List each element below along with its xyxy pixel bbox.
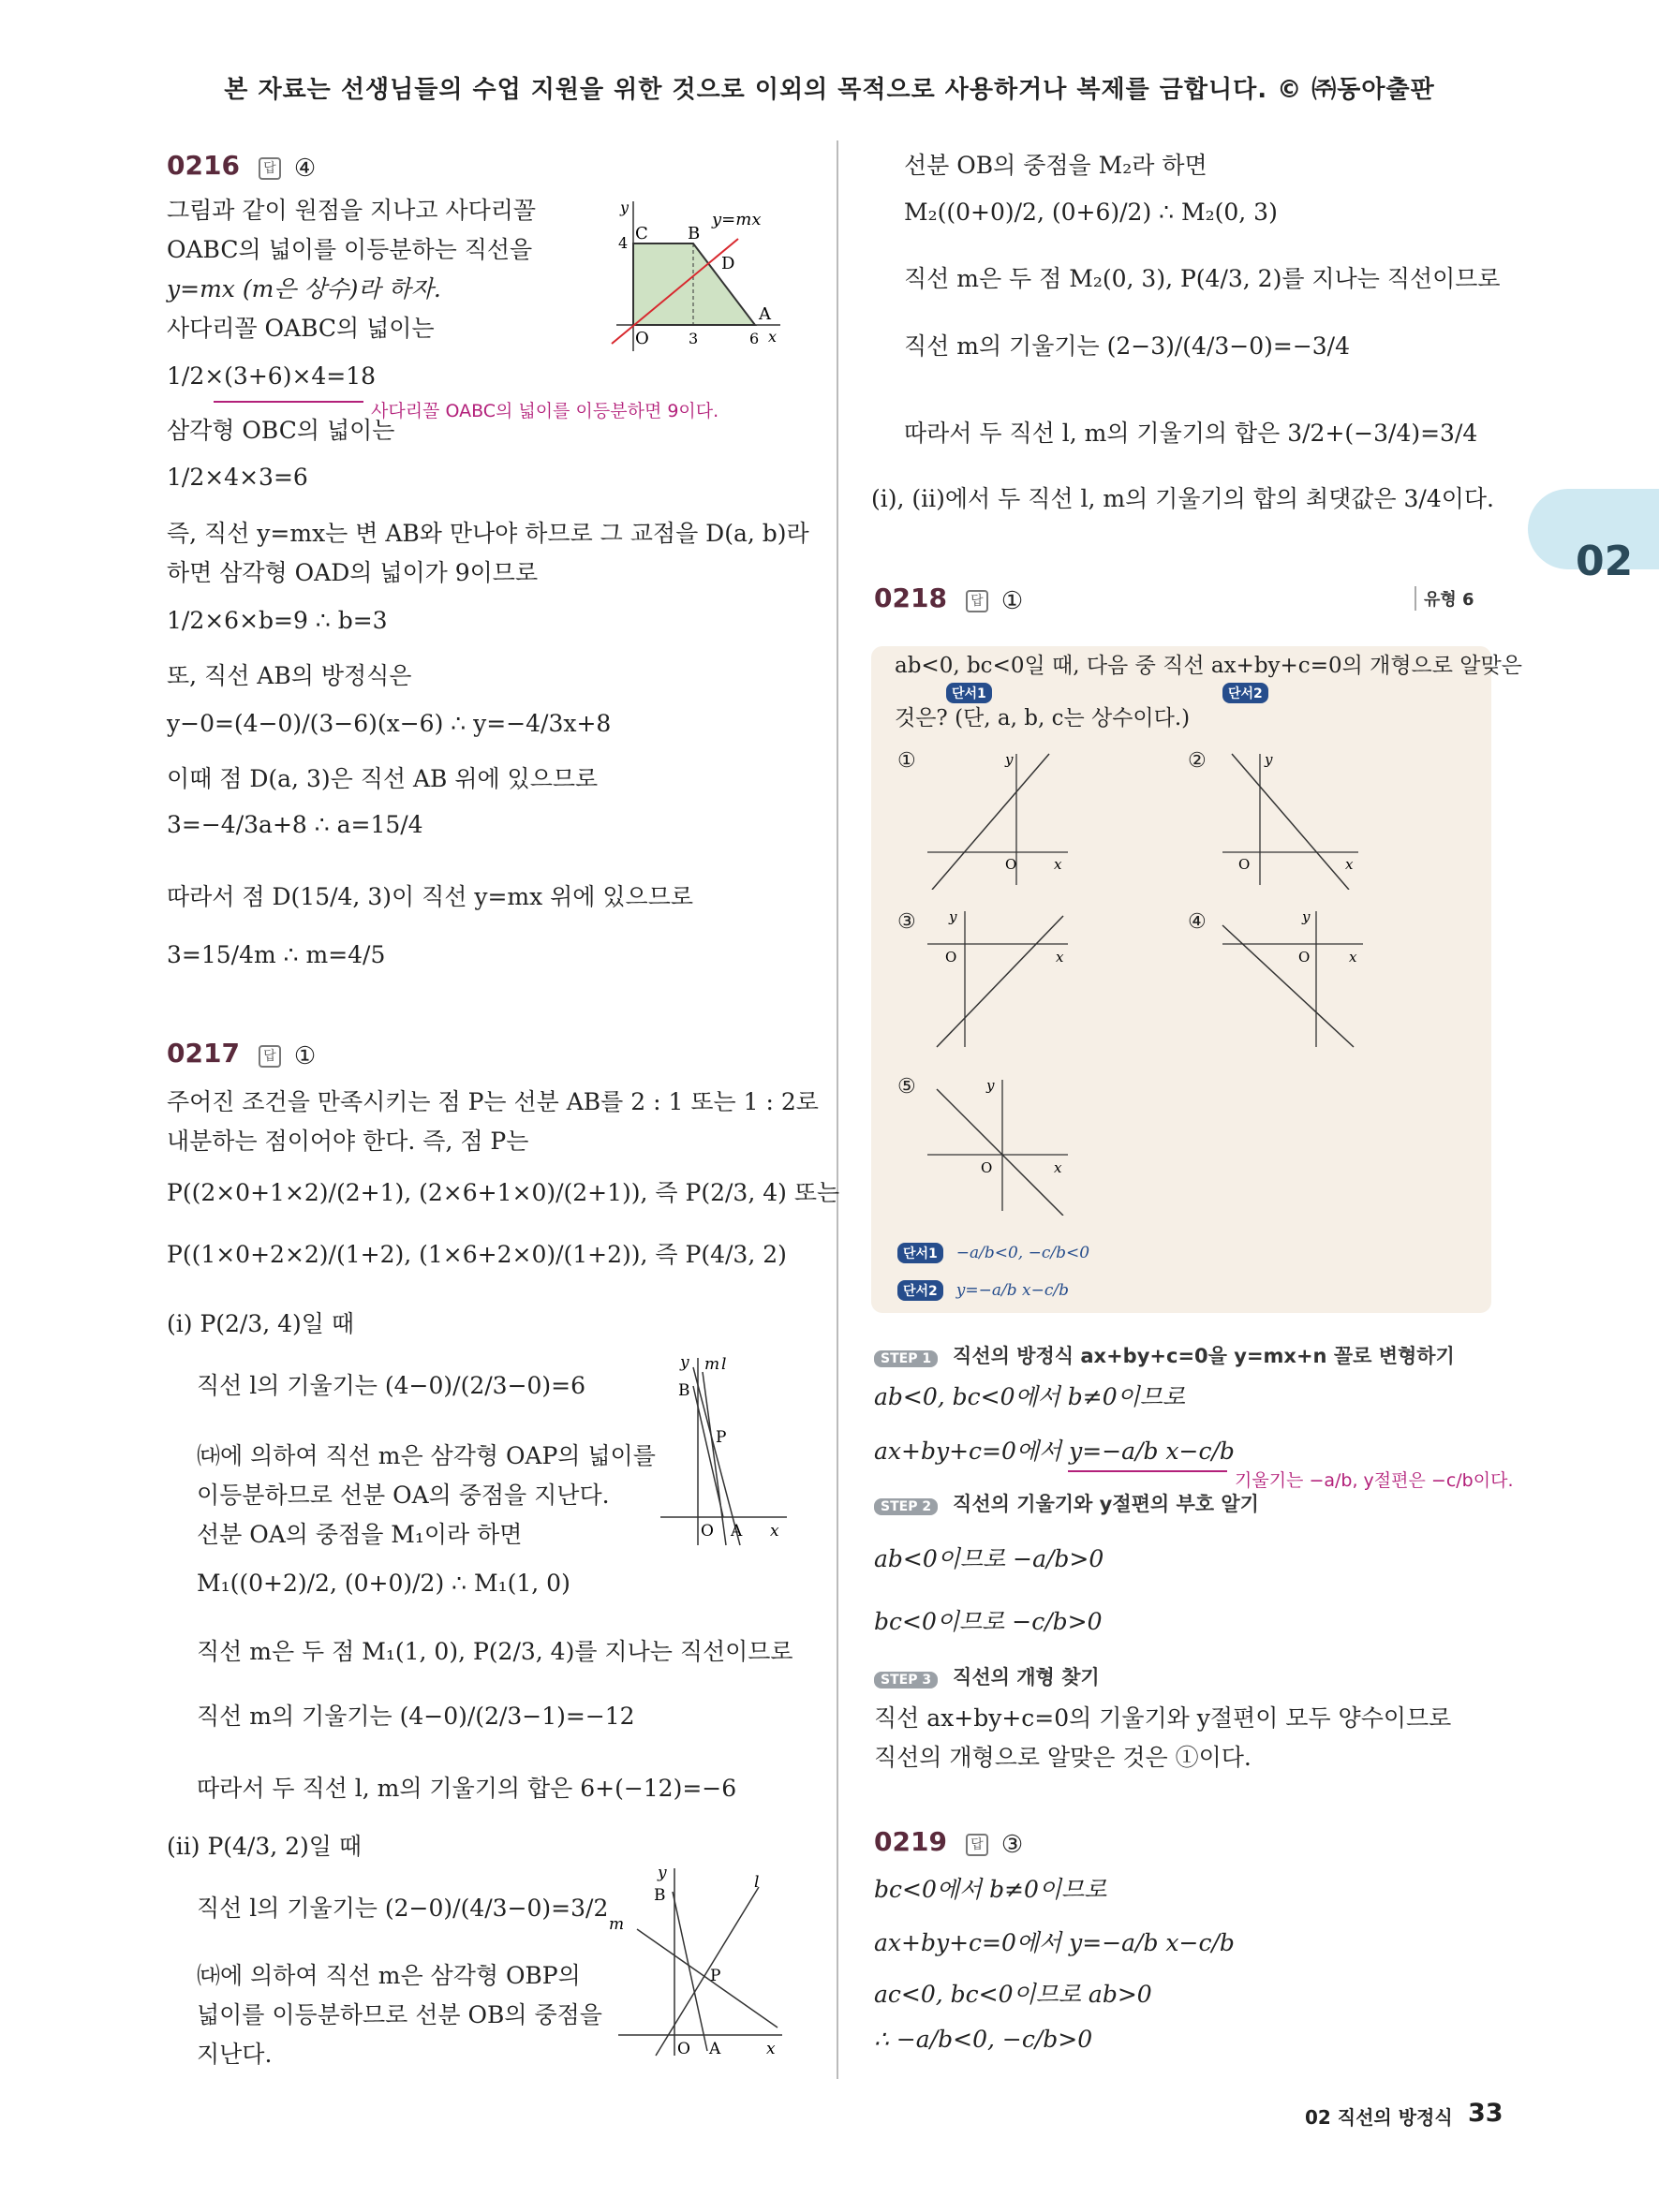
formula-line: P((1×0+2×2)/(1+2), (1×6+2×0)/(1+2)), 즉 P(4/3, 2) bbox=[167, 1241, 787, 1268]
formula-line: 직선 m의 기울기는 (2−3)/(4/3−0)=−3/4 bbox=[904, 332, 1351, 360]
text-line: 또, 직선 AB의 방정식은 bbox=[167, 662, 412, 689]
hint-1-text: −a/b<0, −c/b<0 bbox=[955, 1244, 1090, 1262]
answer-value: ③ bbox=[1000, 1830, 1024, 1859]
option-5-graph bbox=[923, 1075, 1077, 1216]
trapezoid-oabc bbox=[633, 243, 755, 325]
x-axis-label: x bbox=[1056, 949, 1064, 966]
text-line: 하면 삼각형 OAD의 넓이가 9이므로 bbox=[167, 559, 539, 586]
point-b: B bbox=[654, 1886, 666, 1905]
solution-line: 직선 ax+by+c=0의 기울기와 y절편이 모두 양수이므로 bbox=[874, 1704, 1452, 1732]
point-p: P bbox=[710, 1967, 721, 1985]
question-line: 것은? (단, a, b, c는 상수이다.) bbox=[895, 706, 1191, 730]
problem-0218-header bbox=[874, 582, 1023, 615]
text-line: ㈐에 의하여 직선 m은 삼각형 OBP의 bbox=[197, 1962, 581, 1989]
annotation: 기울기는 −a/b, y절편은 −c/b이다. bbox=[1235, 1470, 1514, 1491]
tick-label: 3 bbox=[689, 330, 699, 347]
option-number: ⑤ bbox=[897, 1075, 916, 1099]
solution-line: ∴ −a/b<0, −c/b>0 bbox=[874, 2026, 1093, 2053]
text-line: 사다리꼴 OABC의 넓이는 bbox=[167, 315, 435, 342]
text-line: 삼각형 OBC의 넓이는 bbox=[167, 417, 395, 444]
answer-icon: 답 bbox=[259, 1045, 281, 1068]
x-axis-label: x bbox=[770, 1522, 779, 1541]
y-axis-label: y bbox=[1005, 751, 1014, 768]
option-number: ③ bbox=[897, 910, 916, 934]
text-line: 주어진 조건을 만족시키는 점 P는 선분 AB를 2 : 1 또는 1 : 2로 bbox=[167, 1088, 819, 1115]
solution-line: ax+by+c=0에서 y=−a/b x−c/b bbox=[874, 1438, 1235, 1465]
text-line: 이등분하므로 선분 OA의 중점을 지난다. bbox=[197, 1482, 610, 1509]
option-number: ① bbox=[897, 749, 916, 773]
origin: O bbox=[677, 2040, 690, 2058]
solution-line: ac<0, bc<0이므로 ab>0 bbox=[874, 1981, 1152, 2008]
text-line: 선분 OB의 중점을 M₂라 하면 bbox=[904, 152, 1207, 179]
option-3-graph bbox=[923, 907, 1077, 1052]
answer-value: ① bbox=[293, 1041, 317, 1070]
copyright-notice: 본 자료는 선생님들의 수업 지원을 위한 것으로 이외의 목적으로 사용하거나 복제를 금합니다. © ㈜동아출판 bbox=[224, 76, 1435, 104]
solution-line: 직선의 개형으로 알맞은 것은 ①이다. bbox=[874, 1744, 1252, 1771]
annotation-pointer bbox=[214, 401, 363, 403]
formula-line: y−0=(4−0)/(3−6)(x−6) ∴ y=−4/3x+8 bbox=[167, 710, 612, 737]
line-m-label: m bbox=[704, 1355, 720, 1374]
origin: O bbox=[1238, 856, 1251, 873]
chapter-footer: 02 직선의 방정식 bbox=[1305, 2106, 1453, 2129]
formula-line: 3=−4/3a+8 ∴ a=15/4 bbox=[167, 811, 423, 838]
x-axis-label: x bbox=[1345, 856, 1354, 873]
step-title: 직선의 개형 찾기 bbox=[953, 1666, 1100, 1688]
origin: O bbox=[1298, 949, 1311, 966]
text-line: y=mx (m은 상수)라 하자. bbox=[167, 275, 441, 302]
solution-line: ab<0, bc<0에서 b≠0이므로 bbox=[874, 1383, 1186, 1410]
formula-line: 직선 l의 기울기는 (2−0)/(4/3−0)=3/2 bbox=[197, 1895, 609, 1922]
chapter-tab-label: 02 bbox=[1576, 538, 1634, 585]
y-axis-label: y bbox=[658, 1864, 667, 1882]
y-axis-label: y bbox=[986, 1077, 995, 1094]
origin: O bbox=[1005, 856, 1017, 873]
text-line: 지난다. bbox=[197, 2041, 273, 2068]
text-line: 이때 점 D(a, 3)은 직선 AB 위에 있으므로 bbox=[167, 765, 599, 792]
conclusion-line: (i), (ii)에서 두 직선 l, m의 기울기의 합의 최댓값은 3/4이다. bbox=[871, 485, 1494, 512]
formula-line: M₂((0+0)/2, (0+6)/2) ∴ M₂(0, 3) bbox=[904, 199, 1278, 226]
solution-line: bc<0이므로 −c/b>0 bbox=[874, 1608, 1103, 1635]
step-badge: STEP 1 bbox=[874, 1350, 938, 1367]
formula-line: 직선 m의 기울기는 (4−0)/(2/3−1)=−12 bbox=[197, 1703, 635, 1730]
line-m-label: m bbox=[609, 1915, 625, 1934]
point-b: B bbox=[678, 1381, 690, 1400]
line-l bbox=[703, 1372, 726, 1545]
column-divider bbox=[837, 140, 838, 2079]
text-line: 내분하는 점이어야 한다. 즉, 점 P는 bbox=[167, 1128, 529, 1155]
origin: O bbox=[945, 949, 957, 966]
line-m bbox=[637, 1929, 778, 2028]
problem-number: 0217 bbox=[167, 1038, 240, 1069]
step-title: 직선의 방정식 ax+by+c=0을 y=mx+n 꼴로 변형하기 bbox=[953, 1345, 1455, 1367]
text-line: ㈐에 의하여 직선 m은 삼각형 OAP의 넓이를 bbox=[197, 1442, 656, 1469]
answer-icon: 답 bbox=[259, 157, 281, 180]
text-line: OABC의 넓이를 이등분하는 직선을 bbox=[167, 236, 533, 263]
problem-number: 0216 bbox=[167, 150, 240, 181]
point-b: B bbox=[688, 224, 701, 243]
option-1-graph bbox=[923, 749, 1077, 890]
problem-number: 0218 bbox=[874, 582, 947, 613]
tick-label: 4 bbox=[618, 234, 629, 252]
step-badge: STEP 2 bbox=[874, 1498, 938, 1515]
x-axis-label: x bbox=[768, 328, 778, 346]
formula-line: 1/2×6×b=9 ∴ b=3 bbox=[167, 607, 388, 634]
formula-line: 1/2×(3+6)×4=18 bbox=[167, 362, 377, 390]
case-heading: (ii) P(4/3, 2)일 때 bbox=[167, 1833, 363, 1860]
problem-number: 0219 bbox=[874, 1826, 947, 1857]
clue1-badge: 단서1 bbox=[897, 1243, 943, 1263]
point-a: A bbox=[759, 304, 771, 324]
answer-icon: 답 bbox=[966, 1834, 988, 1856]
point-p: P bbox=[716, 1428, 727, 1447]
text-line: 직선 m은 두 점 M₁(1, 0), P(2/3, 4)를 지나는 직선이므로 bbox=[197, 1638, 793, 1665]
answer-value: ① bbox=[1000, 586, 1024, 615]
text-line: 넓이를 이등분하므로 선분 OB의 중점을 bbox=[197, 2001, 602, 2028]
x-axis-label: x bbox=[1054, 1159, 1062, 1176]
option-line bbox=[937, 916, 1063, 1047]
x-axis-label: x bbox=[1054, 856, 1062, 873]
formula-line: 직선 l의 기울기는 (4−0)/(2/3−0)=6 bbox=[197, 1372, 586, 1399]
type-label: 유형 6 bbox=[1415, 586, 1474, 611]
step-3 bbox=[874, 1662, 1100, 1690]
y-axis-label: y bbox=[1265, 751, 1273, 768]
option-line bbox=[937, 1089, 1063, 1216]
case-heading: (i) P(2/3, 4)일 때 bbox=[167, 1310, 355, 1337]
line-l bbox=[656, 1887, 759, 2056]
clue-tag bbox=[946, 676, 992, 703]
clue2-badge: 단서2 bbox=[897, 1280, 943, 1301]
y-axis-label: y bbox=[949, 908, 957, 925]
problem-0216-header bbox=[167, 150, 316, 183]
step-title: 직선의 기울기와 y절편의 부호 알기 bbox=[953, 1493, 1259, 1515]
line-label: y=mx bbox=[712, 210, 762, 229]
clue1-badge: 단서1 bbox=[946, 683, 992, 703]
option-number: ② bbox=[1188, 749, 1207, 773]
line-l-label: l bbox=[754, 1873, 760, 1892]
text-line: 직선 m은 두 점 M₂(0, 3), P(4/3, 2)를 지나는 직선이므로 bbox=[904, 265, 1501, 292]
page-number: 33 bbox=[1468, 2099, 1503, 2128]
answer-icon: 답 bbox=[966, 590, 988, 612]
graph-case-1 bbox=[656, 1349, 796, 1555]
annotation-pointer bbox=[1068, 1470, 1227, 1472]
point-a: A bbox=[731, 1522, 743, 1541]
line-l-label: l bbox=[721, 1355, 727, 1374]
y-axis-label: y bbox=[1302, 908, 1311, 925]
formula-line: M₁((0+2)/2, (0+0)/2) ∴ M₁(1, 0) bbox=[197, 1570, 570, 1597]
text-line: 따라서 두 직선 l, m의 기울기의 합은 6+(−12)=−6 bbox=[197, 1775, 737, 1802]
formula-line: P((2×0+1×2)/(2+1), (2×6+1×0)/(2+1)), 즉 P(2/3, 4) 또는 bbox=[167, 1179, 840, 1206]
step-2 bbox=[874, 1489, 1259, 1517]
text-line: 즉, 직선 y=mx는 변 AB와 만나야 하므로 그 교점을 D(a, b)라 bbox=[167, 520, 809, 547]
formula-line: 따라서 두 직선 l, m의 기울기의 합은 3/2+(−3/4)=3/4 bbox=[904, 420, 1478, 447]
origin: O bbox=[701, 1522, 714, 1541]
hint-1 bbox=[897, 1236, 1089, 1263]
point-d: D bbox=[721, 254, 735, 273]
annotation: 사다리꼴 OABC의 넓이를 이등분하면 9이다. bbox=[371, 401, 719, 421]
text-line: 선분 OA의 중점을 M₁이라 하면 bbox=[197, 1521, 523, 1548]
solution-line: ab<0이므로 −a/b>0 bbox=[874, 1545, 1104, 1572]
formula-line: 1/2×4×3=6 bbox=[167, 464, 308, 491]
hint-2-text: y=−a/b x−c/b bbox=[955, 1281, 1069, 1300]
segment-ba bbox=[673, 1892, 707, 2051]
option-line bbox=[932, 754, 1049, 890]
x-axis-label: x bbox=[766, 2040, 776, 2058]
option-number: ④ bbox=[1188, 910, 1207, 934]
step-badge: STEP 3 bbox=[874, 1672, 938, 1688]
clue2-badge: 단서2 bbox=[1222, 683, 1268, 703]
y-axis-label: y bbox=[620, 199, 630, 216]
problem-0219-header bbox=[874, 1826, 1023, 1859]
clue-tag bbox=[1222, 676, 1268, 703]
question-line: ab<0, bc<0일 때, 다음 중 직선 ax+by+c=0의 개형으로 알맞은 bbox=[895, 654, 1522, 678]
problem-0217-header bbox=[167, 1038, 316, 1070]
origin: O bbox=[981, 1159, 993, 1176]
step-1 bbox=[874, 1341, 1455, 1369]
point-a: A bbox=[709, 2040, 721, 2058]
x-axis-label: x bbox=[1349, 949, 1357, 966]
text-line: 따라서 점 D(15/4, 3)이 직선 y=mx 위에 있으므로 bbox=[167, 883, 693, 910]
text-line: 그림과 같이 원점을 지나고 사다리꼴 bbox=[167, 197, 537, 224]
solution-line: ax+by+c=0에서 y=−a/b x−c/b bbox=[874, 1929, 1235, 1956]
y-axis-label: y bbox=[680, 1353, 689, 1372]
point-c: C bbox=[635, 224, 648, 243]
option-2-graph bbox=[1218, 749, 1363, 890]
formula-line: 3=15/4m ∴ m=4/5 bbox=[167, 941, 386, 968]
answer-value: ④ bbox=[293, 154, 317, 183]
line-m bbox=[693, 1367, 740, 1545]
graph-case-2 bbox=[609, 1859, 796, 2060]
option-4-graph bbox=[1218, 907, 1368, 1052]
tick-label: 6 bbox=[749, 330, 760, 347]
trapezoid-graph bbox=[607, 192, 790, 361]
hint-2 bbox=[897, 1274, 1069, 1301]
origin: O bbox=[635, 329, 649, 348]
solution-line: bc<0에서 b≠0이므로 bbox=[874, 1876, 1107, 1903]
